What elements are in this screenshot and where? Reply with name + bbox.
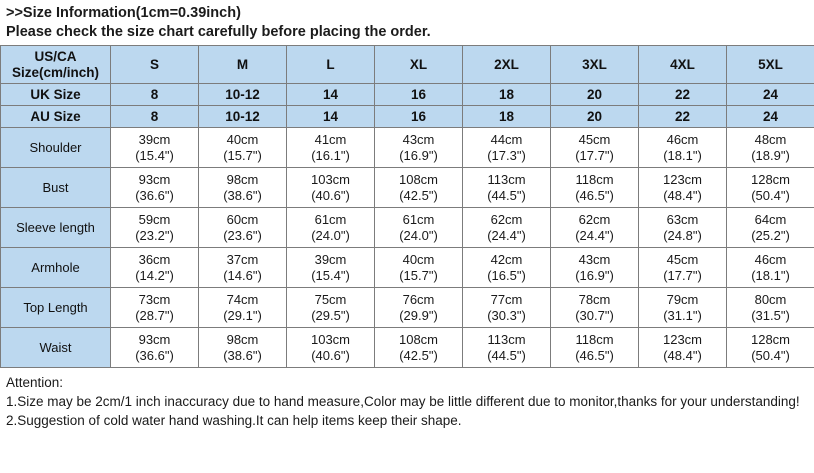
measurement-inch: (18.9") (751, 147, 790, 163)
measurement-cm: 39cm (314, 251, 347, 267)
uk-size-cell: 24 (727, 84, 814, 106)
attention-block (0, 368, 814, 430)
measurement-inch: (48.4") (663, 347, 702, 363)
measurement-cm: 118cm (575, 331, 614, 347)
measurement-inch: (50.4") (751, 347, 790, 363)
au-size-cell: 22 (639, 106, 727, 128)
au-size-label: AU Size (1, 106, 111, 128)
measurement-cm: 44cm (490, 131, 523, 147)
measurement-inch: (17.7") (663, 267, 702, 283)
measurement-inch: (15.4") (311, 267, 350, 283)
measurement-cm: 39cm (138, 131, 171, 147)
au-size-cell: 16 (375, 106, 463, 128)
measurement-cell (287, 328, 375, 368)
measurement-inch: (15.7") (223, 147, 262, 163)
measurement-cell (639, 208, 727, 248)
measurement-inch: (14.6") (223, 267, 262, 283)
measurement-inch: (17.3") (487, 147, 526, 163)
measurement-inch: (28.7") (135, 307, 174, 323)
measurement-cm: 79cm (666, 291, 699, 307)
corner-label-line2: Size(cm/inch) (11, 64, 100, 80)
measurement-cm: 59cm (138, 211, 171, 227)
measurement-cm: 98cm (226, 171, 259, 187)
measurement-cm: 74cm (226, 291, 259, 307)
measurement-cm: 76cm (402, 291, 435, 307)
measurement-cell (111, 288, 199, 328)
size-header-cell: M (199, 46, 287, 84)
measurement-label: Shoulder (1, 128, 111, 168)
measurement-cell (639, 328, 727, 368)
measurement-inch: (30.3") (487, 307, 526, 323)
measurement-cell (375, 208, 463, 248)
measurement-cell (727, 168, 814, 208)
measurement-cm: 37cm (226, 251, 259, 267)
measurement-cm: 62cm (490, 211, 523, 227)
measurement-inch: (42.5") (399, 187, 438, 203)
table-row (1, 328, 814, 368)
measurement-label: Bust (1, 168, 111, 208)
size-header-cell: L (287, 46, 375, 84)
measurement-inch: (15.4") (135, 147, 174, 163)
measurement-inch: (29.5") (311, 307, 350, 323)
measurement-inch: (46.5") (575, 347, 614, 363)
measurement-cm: 36cm (138, 251, 171, 267)
measurement-cell (287, 128, 375, 168)
measurement-inch: (38.6") (223, 347, 262, 363)
measurement-inch: (16.5") (487, 267, 526, 283)
measurement-cell (287, 208, 375, 248)
measurement-cm: 113cm (487, 171, 526, 187)
measurement-cell (111, 208, 199, 248)
measurement-inch: (14.2") (135, 267, 174, 283)
measurement-inch: (30.7") (575, 307, 614, 323)
measurement-cell (199, 208, 287, 248)
size-header-cell: XL (375, 46, 463, 84)
measurement-cm: 93cm (138, 171, 171, 187)
uk-size-cell: 18 (463, 84, 551, 106)
measurement-label: Waist (1, 328, 111, 368)
measurement-label: Armhole (1, 248, 111, 288)
measurement-inch: (44.5") (487, 187, 526, 203)
measurement-inch: (25.2") (751, 227, 790, 243)
measurement-cell (111, 168, 199, 208)
measurement-inch: (16.9") (575, 267, 614, 283)
measurement-cell (727, 328, 814, 368)
measurement-cm: 103cm (310, 331, 351, 347)
measurement-inch: (48.4") (663, 187, 702, 203)
measurement-cell (639, 168, 727, 208)
measurement-inch: (23.2") (135, 227, 174, 243)
measurement-cell (375, 288, 463, 328)
measurement-cm: 80cm (754, 291, 787, 307)
measurement-cm: 61cm (402, 211, 435, 227)
measurement-inch: (24.4") (487, 227, 526, 243)
measurement-inch: (31.1") (663, 307, 702, 323)
measurement-inch: (36.6") (135, 347, 174, 363)
measurement-cm: 43cm (578, 251, 611, 267)
measurement-cm: 78cm (578, 291, 611, 307)
table-row (1, 248, 814, 288)
measurement-cm: 43cm (402, 131, 435, 147)
measurement-inch: (50.4") (751, 187, 790, 203)
uk-size-cell: 22 (639, 84, 727, 106)
measurement-cm: 93cm (138, 331, 171, 347)
size-header-cell: 2XL (463, 46, 551, 84)
measurement-cell (199, 168, 287, 208)
measurement-inch: (36.6") (135, 187, 174, 203)
measurement-cm: 73cm (138, 291, 171, 307)
measurement-cell (551, 208, 639, 248)
measurement-cell (551, 248, 639, 288)
measurement-cell (463, 328, 551, 368)
au-size-cell: 20 (551, 106, 639, 128)
measurement-cell (639, 248, 727, 288)
measurement-cm: 128cm (750, 331, 791, 347)
attention-title: Attention: (6, 375, 64, 390)
measurement-cell (727, 248, 814, 288)
measurement-cell (199, 328, 287, 368)
measurement-inch: (23.6") (223, 227, 262, 243)
table-header-row-uk (1, 84, 814, 106)
measurement-cell (375, 128, 463, 168)
measurement-cm: 60cm (226, 211, 259, 227)
measurement-cell (639, 128, 727, 168)
measurement-cm: 64cm (754, 211, 787, 227)
measurement-cm: 45cm (666, 251, 699, 267)
size-table (0, 45, 814, 368)
measurement-inch: (31.5") (751, 307, 790, 323)
measurement-inch: (16.1") (311, 147, 350, 163)
size-header-cell: 3XL (551, 46, 639, 84)
table-header-row-au (1, 106, 814, 128)
size-information-title: >>Size Information(1cm=0.39inch) (6, 5, 241, 21)
measurement-cell (727, 128, 814, 168)
uk-size-cell: 20 (551, 84, 639, 106)
table-row (1, 208, 814, 248)
measurement-cell (375, 328, 463, 368)
measurement-cm: 45cm (578, 131, 611, 147)
measurement-label: Sleeve length (1, 208, 111, 248)
measurement-cell (463, 168, 551, 208)
measurement-cell (287, 168, 375, 208)
measurement-inch: (40.6") (311, 187, 350, 203)
measurement-cell (199, 248, 287, 288)
measurement-cell (463, 208, 551, 248)
measurement-inch: (44.5") (487, 347, 526, 363)
measurement-cm: 42cm (490, 251, 523, 267)
measurement-cell (551, 288, 639, 328)
attention-note-1: 1.Size may be 2cm/1 inch inaccuracy due to hand measure,Color may be little different due to monitor,thanks for your understanding! (6, 394, 800, 409)
size-header-cell: S (111, 46, 199, 84)
measurement-cm: 103cm (310, 171, 351, 187)
table-row (1, 168, 814, 208)
measurement-cm: 128cm (750, 171, 791, 187)
au-size-cell: 10-12 (199, 106, 287, 128)
measurement-cell (727, 288, 814, 328)
measurement-inch: (18.1") (751, 267, 790, 283)
measurement-cm: 40cm (402, 251, 435, 267)
measurement-cell (463, 288, 551, 328)
measurement-cm: 77cm (490, 291, 523, 307)
measurement-cell (727, 208, 814, 248)
measurement-cm: 123cm (662, 171, 703, 187)
measurement-inch: (15.7") (399, 267, 438, 283)
measurement-cm: 118cm (575, 171, 614, 187)
measurement-inch: (38.6") (223, 187, 262, 203)
measurement-inch: (24.0") (399, 227, 438, 243)
measurement-cell (287, 248, 375, 288)
measurement-label: Top Length (1, 288, 111, 328)
table-header-row-sizes (1, 46, 814, 84)
measurement-inch: (17.7") (575, 147, 614, 163)
au-size-cell: 18 (463, 106, 551, 128)
measurement-cm: 113cm (487, 331, 526, 347)
measurement-inch: (24.4") (575, 227, 614, 243)
measurement-inch: (18.1") (663, 147, 702, 163)
measurement-inch: (42.5") (399, 347, 438, 363)
measurement-cm: 41cm (314, 131, 347, 147)
uk-size-cell: 8 (111, 84, 199, 106)
measurement-inch: (29.1") (223, 307, 262, 323)
measurement-inch: (46.5") (575, 187, 614, 203)
corner-label (1, 46, 111, 84)
uk-size-cell: 16 (375, 84, 463, 106)
measurement-cell (463, 248, 551, 288)
uk-size-cell: 14 (287, 84, 375, 106)
measurement-cell (111, 128, 199, 168)
measurement-cm: 62cm (578, 211, 611, 227)
measurement-cm: 108cm (398, 331, 439, 347)
measurement-cell (551, 128, 639, 168)
measurement-cm: 46cm (754, 251, 787, 267)
corner-label-line1: US/CA (34, 48, 77, 64)
size-header-cell: 5XL (727, 46, 814, 84)
measurement-inch: (24.8") (663, 227, 702, 243)
measurement-cell (551, 328, 639, 368)
table-row (1, 288, 814, 328)
measurement-inch: (24.0") (311, 227, 350, 243)
measurement-cell (375, 168, 463, 208)
measurement-inch: (40.6") (311, 347, 350, 363)
measurement-cell (375, 248, 463, 288)
measurement-cell (111, 328, 199, 368)
measurement-cell (463, 128, 551, 168)
measurement-cm: 75cm (314, 291, 347, 307)
attention-note-2: 2.Suggestion of cold water hand washing.It can help items keep their shape. (6, 413, 462, 428)
measurement-cell (199, 288, 287, 328)
size-header-cell: 4XL (639, 46, 727, 84)
uk-size-cell: 10-12 (199, 84, 287, 106)
measurement-cm: 40cm (226, 131, 259, 147)
table-row (1, 128, 814, 168)
measurement-cm: 48cm (754, 131, 787, 147)
measurement-cm: 63cm (666, 211, 699, 227)
au-size-cell: 8 (111, 106, 199, 128)
measurement-inch: (16.9") (399, 147, 438, 163)
measurement-inch: (29.9") (399, 307, 438, 323)
header-block (0, 0, 814, 41)
measurement-cell (287, 288, 375, 328)
measurement-cm: 46cm (666, 131, 699, 147)
size-chart-notice: Please check the size chart carefully before placing the order. (6, 24, 431, 40)
measurement-cell (639, 288, 727, 328)
measurement-cm: 108cm (398, 171, 439, 187)
measurement-cell (551, 168, 639, 208)
au-size-cell: 14 (287, 106, 375, 128)
au-size-cell: 24 (727, 106, 814, 128)
measurement-cell (111, 248, 199, 288)
measurement-cm: 61cm (314, 211, 347, 227)
measurement-cm: 98cm (226, 331, 259, 347)
measurement-cell (199, 128, 287, 168)
uk-size-label: UK Size (1, 84, 111, 106)
measurement-cm: 123cm (662, 331, 703, 347)
